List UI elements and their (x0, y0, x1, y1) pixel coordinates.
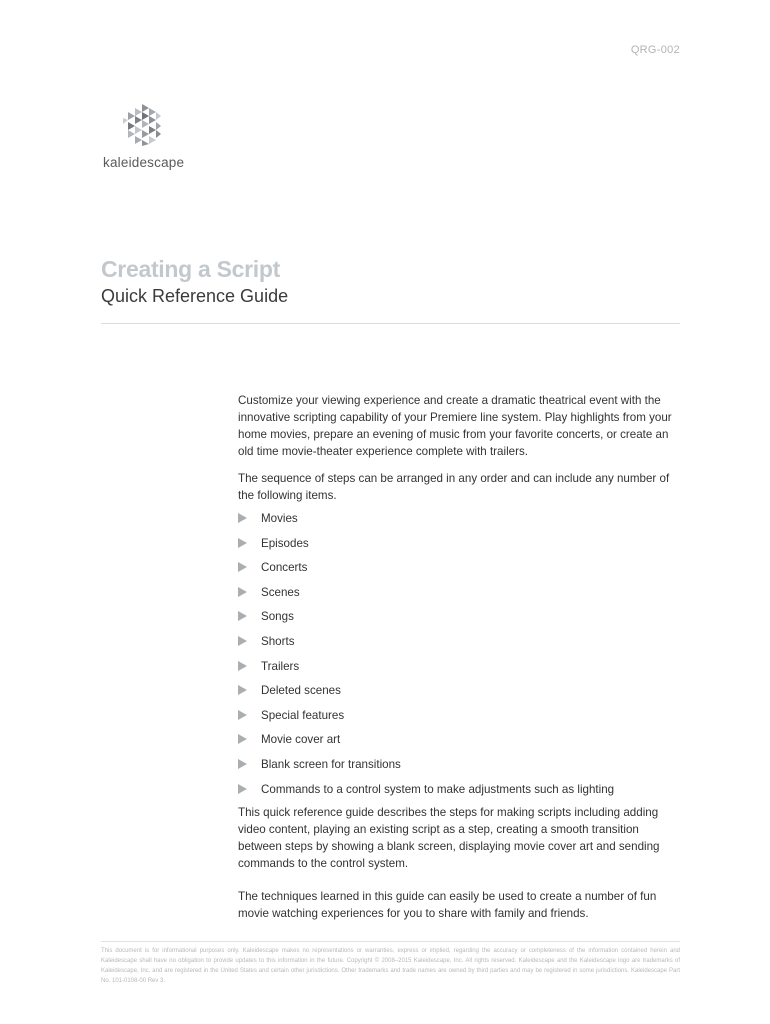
list-item (238, 707, 684, 732)
list-item (238, 535, 684, 560)
list-item-label: Episodes (261, 536, 309, 550)
list-item-label: Commands to a control system to make adjustments such as lighting (261, 782, 615, 796)
bullet-triangle-icon (238, 513, 247, 523)
bullet-triangle-icon (238, 562, 247, 572)
list-item (238, 633, 684, 658)
footer-divider (101, 941, 680, 942)
bullet-triangle-icon (238, 784, 247, 794)
list-item-label: Movies (261, 512, 298, 525)
bullet-triangle-icon (238, 611, 247, 621)
list-item (238, 731, 684, 756)
list-item-label: Movie cover art (261, 733, 341, 747)
summary-paragraph: This quick reference guide describes the steps for making scripts including adding video content, playing an existing script as a step, creating a smooth transition between steps by showing a blank screen, displaying movie cover art and sending commands to the control system. (238, 806, 660, 871)
items-list (238, 510, 684, 805)
bullet-triangle-icon (238, 587, 247, 597)
kaleidescape-logo-icon (123, 104, 161, 146)
list-item (238, 559, 684, 584)
list-item-label: Blank screen for transitions (261, 757, 401, 771)
list-item (238, 756, 684, 781)
bullet-triangle-icon (238, 734, 247, 744)
list-item (238, 608, 684, 633)
list-item (238, 510, 684, 535)
bullet-triangle-icon (238, 710, 247, 720)
bullet-triangle-icon (238, 685, 247, 695)
body-content (238, 392, 684, 922)
page-title: Creating a Script (101, 256, 280, 282)
page-subtitle: Quick Reference Guide (101, 286, 289, 306)
bullet-triangle-icon (238, 759, 247, 769)
bullet-triangle-icon (238, 538, 247, 548)
list-item (238, 682, 684, 707)
list-item-label: Scenes (261, 585, 300, 599)
title-divider (101, 323, 680, 324)
list-item-label: Special features (261, 708, 345, 722)
intro-paragraph: Customize your viewing experience and create a dramatic theatrical event with the innovative scripting capability of your Premiere line system. Play highlights from your home movies, prepare an evening of music from your favorite concerts, or create an old time movie-theater experience complete with trailers. (238, 394, 672, 458)
bullet-triangle-icon (238, 661, 247, 671)
list-item (238, 781, 684, 806)
kaleidescape-logo (103, 104, 183, 170)
sequence-paragraph: The sequence of steps can be arranged in any order and can include any number of the following items. (238, 472, 670, 502)
document-code: QRG-002 (630, 44, 680, 56)
list-item (238, 584, 684, 609)
closing-paragraph: The techniques learned in this guide can easily be used to create a number of fun movie watching experiences for you to share with family and friends. (238, 890, 657, 921)
legal-footer: This document is for informational purposes only. Kaleidescape makes no representations or warranties, express or implied, regarding the accuracy or completeness of the information contained herein and Kaleidescape shall have no obligation to provide updates to this information in the future. Copyright © 2008–2015 Kaleidescape, Inc. All rights reserved. Kaleidescape and the Kaleidescape logo are trademarks of Kaleidescape, Inc. and are registered in the United States and certain other jurisdictions. Other trademarks and trade names are owned by third parties and may be registered in some jurisdictions. Kaleidescape Part No. 101-0108-00 Rev 3. (101, 948, 680, 984)
list-item-label: Concerts (261, 561, 308, 575)
logo-wordmark: kaleidescape (103, 155, 185, 170)
list-item-label: Deleted scenes (261, 684, 341, 698)
list-item (238, 658, 684, 683)
list-item-label: Trailers (261, 659, 300, 673)
list-item-label: Shorts (261, 634, 295, 648)
list-item-label: Songs (261, 610, 294, 624)
bullet-triangle-icon (238, 636, 247, 646)
